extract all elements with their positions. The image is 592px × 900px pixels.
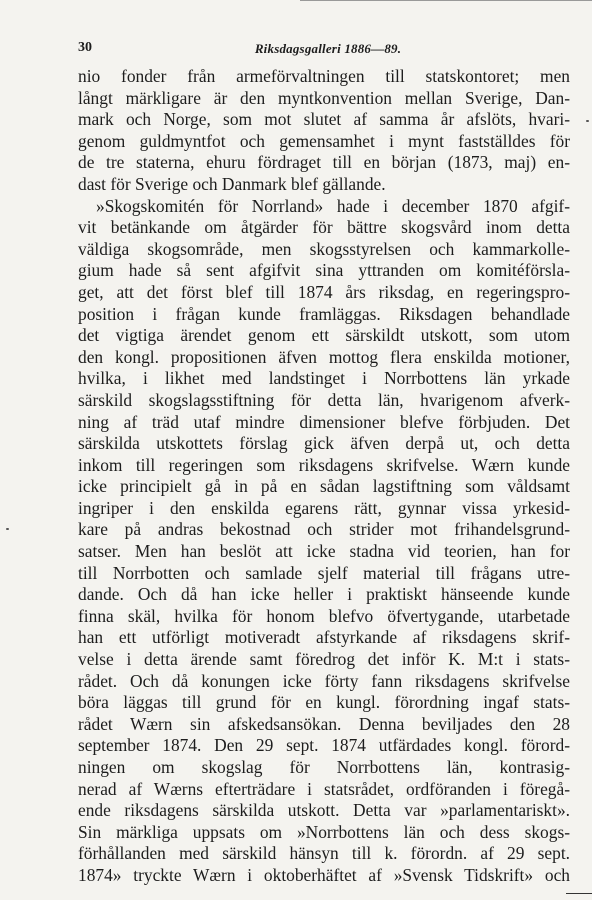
text-line: ingriper i den enskilda egarens rätt, gynnar vissa yrkesid-	[78, 497, 570, 518]
text-line: särskilda utskottets förslag gick äfven derpå ut, och detta	[78, 433, 570, 454]
top-edge-rule	[300, 0, 592, 1]
running-title: Riksdagsgalleri 1886—89.	[254, 41, 402, 56]
text-line: långt märkligare är den myntkonvention mellan Sverige, Dan-	[78, 87, 570, 108]
body-text	[78, 66, 570, 887]
text-line: till Norrbotten och samlade sjelf material till frågans utre-	[78, 562, 570, 583]
text-line: särskild skogslagsstiftning för detta län, hvarigenom afverk-	[78, 389, 570, 410]
text-line: det vigtiga ärendet genom ett särskildt utskott, som utom	[78, 325, 570, 346]
text-line: inkom till regeringen som riksdagens skrifvelse. Wærn kunde	[78, 454, 570, 475]
text-line: förhållanden med särskild hänsyn till k. förordn. af 29 sept.	[78, 843, 570, 864]
text-line: nerad af Wærns efterträdare i statsrådet, ordföranden i föregå-	[78, 778, 570, 799]
text-line: finna skäl, hvilka för honom blefvo öfvertygande, utarbetade	[78, 605, 570, 626]
text-line: rådet. Och då konungen icke förty fann riksdagens skrifvelse	[78, 670, 570, 691]
text-line: kare på andras bekostnad och strider mot frihandelsgrund-	[78, 519, 570, 540]
text-line: de tre staterna, ehuru fördraget till en början (1873, maj) en-	[78, 152, 570, 173]
text-line: icke principielt gå in på en sådan lagstiftning som våldsamt	[78, 476, 570, 497]
text-line: dast för Sverige och Danmark blef gällande.	[78, 173, 386, 194]
text-line: gium hade så sent afgifvit sina yttranden om komitéförsla-	[78, 260, 570, 281]
text-line: 1874» tryckte Wærn i oktoberhäftet af »Svensk Tidskrift» och	[78, 864, 570, 885]
text-line: nio fonder från armeförvaltningen till statskontoret; men	[78, 66, 570, 86]
text-line: väldiga skogsområde, men skogsstyrelsen och kammarkolle-	[78, 238, 570, 259]
text-line: den kongl. propositionen äfven mottog flera enskilda motioner,	[78, 346, 570, 367]
page-number: 30	[78, 40, 92, 55]
text-line: get, att det först blef till 1874 års riksdag, en regeringspro-	[78, 281, 570, 302]
text-line: ende riksdagens särskilda utskott. Detta var »parlamentariskt».	[78, 800, 570, 821]
text-line: »Skogskomitén för Norrland» hade i december 1870 afgif-	[96, 195, 570, 216]
text-line: position i frågan kunde framläggas. Riksdagen behandlade	[78, 303, 570, 324]
paper-speck	[6, 528, 9, 530]
text-line: ningen om skogslag för Norrbottens län, kontrasig-	[78, 757, 570, 777]
text-line: vit betänkande om åtgärder för bättre skogsvård inom detta	[78, 217, 570, 238]
text-line: böra läggas till grund för en kungl. förordning ingaf stats-	[78, 692, 570, 713]
page-header	[78, 40, 568, 60]
text-line: ning af träd utaf mindre dimensioner blefve förbjuden. Det	[78, 411, 570, 432]
text-line: velse i detta ärende samt föredrog det inför K. M:t i stats-	[78, 649, 570, 670]
text-line: september 1874. Den 29 sept. 1874 utfärdades kongl. förord-	[78, 735, 570, 756]
text-line: dande. Och då han icke heller i praktiskt hänseende kunde	[78, 584, 570, 605]
text-line: rådet Wærn sin afskedsansökan. Denna beviljades den 28	[78, 713, 570, 734]
paper-speck	[586, 120, 589, 122]
text-line: mark och Norge, som mot slutet af samma år afslöts, hvari-	[78, 109, 570, 130]
text-line: han ett utförligt motiveradt afstyrkande af riksdagens skrif-	[78, 627, 570, 648]
text-line: Sin märkliga uppsats om »Norrbottens län och dess skogs-	[78, 821, 570, 842]
text-line: genom guldmyntfot och gemensamhet i mynt fastställdes för	[78, 130, 570, 151]
text-line: hvilka, i likhet med landstinget i Norrbottens län yrkade	[78, 368, 570, 389]
text-line: satser. Men han beslöt att icke stadna vid teorien, han for	[78, 541, 570, 562]
bottom-edge-rule	[566, 893, 592, 894]
